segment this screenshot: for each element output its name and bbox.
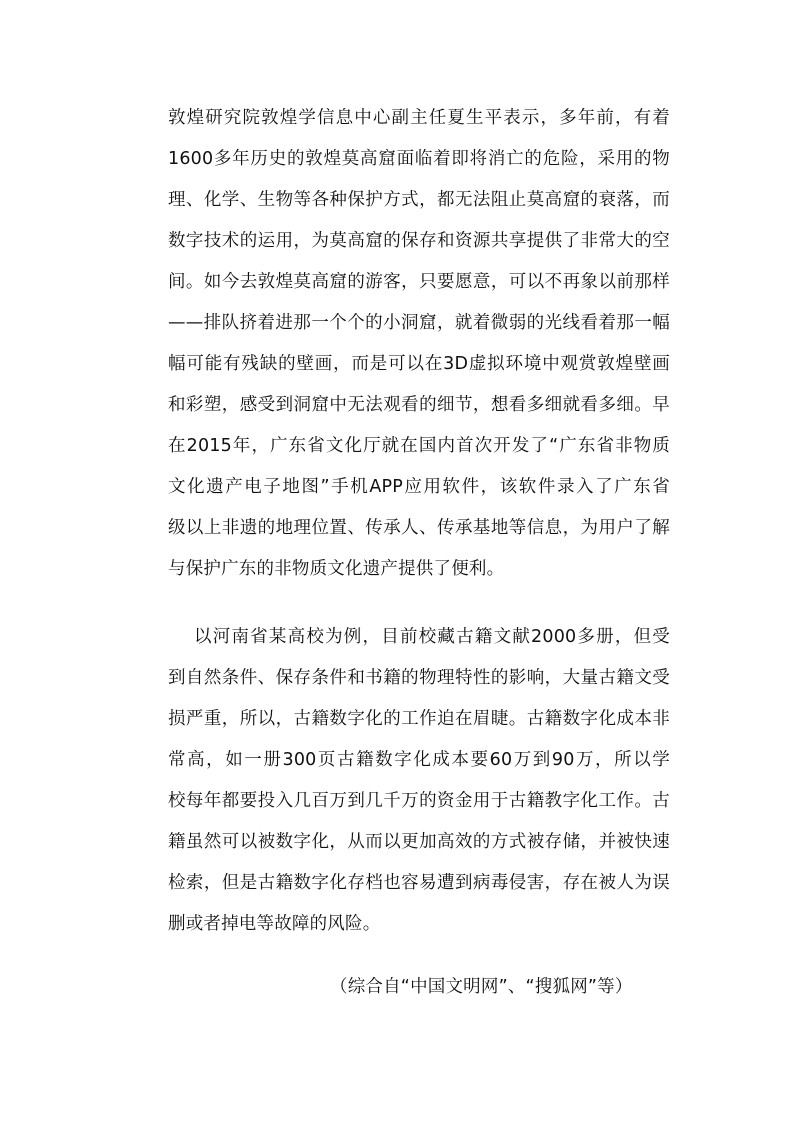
- paragraph-2-line-8: 删或者掉电等故障的风险。: [168, 914, 381, 934]
- paragraph-2-line-2: 到自然条件、保存条件和书籍的物理特性的影响，大量古籍文受: [168, 668, 670, 688]
- paragraph-1-line-5: 间。如今去敦煌莫高窟的游客，只要愿意，可以不再象以前那样: [168, 272, 670, 292]
- paragraph-2-line-1: 以河南省某高校为例，目前校藏古籍文献2000多册，但受: [194, 627, 670, 647]
- paragraph-1-line-11: 级以上非遗的地理位置、传承人、传承基地等信息，为用户了解: [168, 518, 670, 538]
- paragraph-1-line-1: 敦煌研究院敦煌学信息中心副主任夏生平表示，多年前，有着: [168, 108, 670, 128]
- paragraph-1-line-6: ——排队挤着进那一个个的小洞窟，就着微弱的光线看着那一幅: [168, 313, 670, 333]
- paragraph-1-line-9: 在2015年，广东省文化厅就在国内首次开发了“广东省非物质: [168, 436, 670, 456]
- paragraph-1-line-3: 理、化学、生物等各种保护方式，都无法阻止莫高窟的衰落，而: [168, 190, 670, 210]
- paragraph-1-line-12: 与保护广东的非物质文化遗产提供了便利。: [168, 559, 505, 579]
- paragraph-1-line-7: 幅可能有残缺的壁画，而是可以在3D虚拟环境中观赏敦煌壁画: [168, 354, 670, 374]
- paragraph-2-line-4: 常高，如一册300页古籍数字化成本要60万到90万，所以学: [168, 750, 670, 770]
- paragraph-1-line-8: 和彩塑，感受到洞窟中无法观看的细节，想看多细就看多细。早: [168, 395, 670, 415]
- paragraph-1-line-2: 1600多年历史的敦煌莫高窟面临着即将消亡的危险，采用的物: [168, 149, 670, 169]
- source-attribution: （综合自“中国文明网”、“搜狐网”等）: [330, 977, 633, 997]
- paragraph-2-line-5: 校每年都要投入几百万到几千万的资金用于古籍教字化工作。古: [168, 791, 670, 811]
- paragraph-2-line-7: 检索，但是古籍数字化存档也容易遭到病毒侵害，存在被人为误: [168, 873, 670, 893]
- paragraph-1-line-10: 文化遗产电子地图”手机APP应用软件，该软件录入了广东省: [168, 477, 670, 497]
- paragraph-1-line-4: 数字技术的运用，为莫高窟的保存和资源共享提供了非常大的空: [168, 231, 670, 251]
- paragraph-2-line-3: 损严重，所以，古籍数字化的工作迫在眉睫。古籍数字化成本非: [168, 709, 670, 729]
- paragraph-2-line-6: 籍虽然可以被数字化，从而以更加高效的方式被存储，并被快速: [168, 832, 670, 852]
